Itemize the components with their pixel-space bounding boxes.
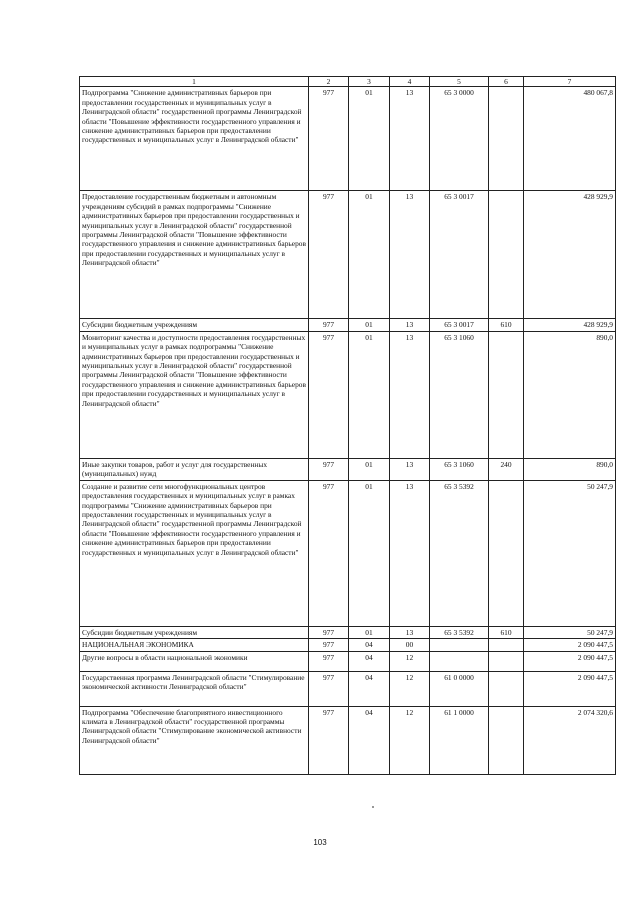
- row-name: Государственная программа Ленинградской области "Стимулирование экономической активности Ленинградской области": [80, 671, 309, 706]
- row-code-2: 977: [309, 319, 349, 331]
- scan-speck: [372, 806, 374, 808]
- row-name: Подпрограмма "Снижение административных барьеров при предоставлении государственных и муниципальных услуг в Ленинградской области" государственной программы Ленинградской области "Повышение эффективности государственного управления и снижение административных барьеров при предоставлении государственных и муниципальных услуг в Ленинградской области": [80, 87, 309, 191]
- row-name: Иные закупки товаров, работ и услуг для государственных (муниципальных) нужд: [80, 458, 309, 480]
- table-row: [80, 331, 616, 458]
- row-code-6: [489, 480, 524, 626]
- row-code-6: [489, 671, 524, 706]
- row-amount: 50 247,9: [524, 480, 616, 626]
- row-name: НАЦИОНАЛЬНАЯ ЭКОНОМИКА: [80, 639, 309, 651]
- row-code-3: 01: [349, 319, 390, 331]
- table-row: [80, 87, 616, 191]
- row-name: Создание и развитие сети многофункциональных центров предоставления государственных и муниципальных услуг в рамках подпрограммы "Снижение административных барьеров при предоставлении государственных и муниципальных услуг в Ленинградской области" государственной программы Ленинградской области "Повышение эффективности государственного управления и снижение административных барьеров при предоставлении государственных и муниципальных услуг в Ленинградской области": [80, 480, 309, 626]
- row-amount: 480 067,8: [524, 87, 616, 191]
- table-row: [80, 480, 616, 626]
- row-name: Мониторинг качества и доступности предоставления государственных и муниципальных услуг в рамках подпрограммы "Снижение административных барьеров при предоставлении государственных и муниципальных услуг в Ленинградской области" государственной программы Ленинградской области "Повышение эффективности государственного управления и снижение административных барьеров при предоставлении государственных и муниципальных услуг в Ленинградской области": [80, 331, 309, 458]
- page-number: 103: [313, 838, 327, 847]
- row-code-2: 977: [309, 87, 349, 191]
- row-code-2: 977: [309, 671, 349, 706]
- row-code-4: 13: [390, 191, 430, 319]
- column-header: 7: [524, 77, 616, 87]
- row-code-6: [489, 639, 524, 651]
- row-code-3: 01: [349, 458, 390, 480]
- row-amount: 890,0: [524, 331, 616, 458]
- column-header: 4: [390, 77, 430, 87]
- row-code-5: [430, 651, 489, 671]
- row-code-4: 13: [390, 458, 430, 480]
- row-code-6: 610: [489, 626, 524, 638]
- row-code-5: 61 0 0000: [430, 671, 489, 706]
- row-code-3: 04: [349, 706, 390, 774]
- row-name: Другие вопросы в области национальной экономики: [80, 651, 309, 671]
- row-code-5: 65 3 0000: [430, 87, 489, 191]
- row-code-2: 977: [309, 331, 349, 458]
- row-code-4: 12: [390, 671, 430, 706]
- row-code-5: [430, 639, 489, 651]
- table-row: [80, 706, 616, 774]
- table-row: [80, 639, 616, 651]
- row-code-6: [489, 331, 524, 458]
- row-code-2: 977: [309, 458, 349, 480]
- row-code-2: 977: [309, 191, 349, 319]
- row-code-5: 65 3 1060: [430, 458, 489, 480]
- row-amount: 2 090 447,5: [524, 651, 616, 671]
- row-code-3: 01: [349, 87, 390, 191]
- row-amount: 428 929,9: [524, 191, 616, 319]
- row-code-3: 04: [349, 651, 390, 671]
- row-code-3: 04: [349, 671, 390, 706]
- table-row: [80, 626, 616, 638]
- row-code-5: 65 3 0017: [430, 191, 489, 319]
- row-code-5: 65 3 5392: [430, 626, 489, 638]
- row-code-3: 01: [349, 480, 390, 626]
- row-amount: 50 247,9: [524, 626, 616, 638]
- row-name: Субсидии бюджетным учреждениям: [80, 319, 309, 331]
- table-row: [80, 671, 616, 706]
- row-amount: 428 929,9: [524, 319, 616, 331]
- row-code-2: 977: [309, 706, 349, 774]
- row-code-3: 01: [349, 191, 390, 319]
- row-code-3: 01: [349, 626, 390, 638]
- row-code-4: 13: [390, 87, 430, 191]
- budget-table: [79, 76, 616, 775]
- row-code-6: [489, 191, 524, 319]
- column-header: 2: [309, 77, 349, 87]
- row-code-4: 12: [390, 706, 430, 774]
- row-code-4: 12: [390, 651, 430, 671]
- column-header: 6: [489, 77, 524, 87]
- row-code-2: 977: [309, 651, 349, 671]
- table-row: [80, 651, 616, 671]
- row-name: Субсидии бюджетным учреждениям: [80, 626, 309, 638]
- row-code-4: 13: [390, 480, 430, 626]
- row-code-4: 00: [390, 639, 430, 651]
- table-row: [80, 319, 616, 331]
- row-code-5: 65 3 1060: [430, 331, 489, 458]
- header-row: [80, 77, 616, 87]
- column-header: 1: [80, 77, 309, 87]
- row-code-4: 13: [390, 319, 430, 331]
- row-code-5: 65 3 0017: [430, 319, 489, 331]
- row-code-2: 977: [309, 626, 349, 638]
- row-code-5: 61 1 0000: [430, 706, 489, 774]
- row-code-6: 240: [489, 458, 524, 480]
- row-amount: 2 090 447,5: [524, 639, 616, 651]
- row-code-2: 977: [309, 639, 349, 651]
- table-row: [80, 458, 616, 480]
- row-amount: 2 090 447,5: [524, 671, 616, 706]
- row-code-4: 13: [390, 331, 430, 458]
- row-code-6: [489, 87, 524, 191]
- row-name: Предоставление государственным бюджетным и автономным учреждениям субсидий в рамках подпрограммы "Снижение административных барьеров при предоставлении государственных и муниципальных услуг в Ленинградской области" государственной программы Ленинградской области "Повышение эффективности государственного управления и снижение административных барьеров при предоставлении государственных и муниципальных услуг в Ленинградской области": [80, 191, 309, 319]
- row-code-6: [489, 706, 524, 774]
- row-amount: 890,0: [524, 458, 616, 480]
- row-code-6: 610: [489, 319, 524, 331]
- row-amount: 2 074 320,6: [524, 706, 616, 774]
- row-code-5: 65 3 5392: [430, 480, 489, 626]
- row-code-2: 977: [309, 480, 349, 626]
- column-header: 5: [430, 77, 489, 87]
- row-code-3: 01: [349, 331, 390, 458]
- row-code-4: 13: [390, 626, 430, 638]
- column-header: 3: [349, 77, 390, 87]
- row-name: Подпрограмма "Обеспечение благоприятного инвестиционного климата в Ленинградской области" государственной программы Ленинградской области "Стимулирование экономической активности Ленинградской области": [80, 706, 309, 774]
- table-row: [80, 191, 616, 319]
- row-code-3: 04: [349, 639, 390, 651]
- row-code-6: [489, 651, 524, 671]
